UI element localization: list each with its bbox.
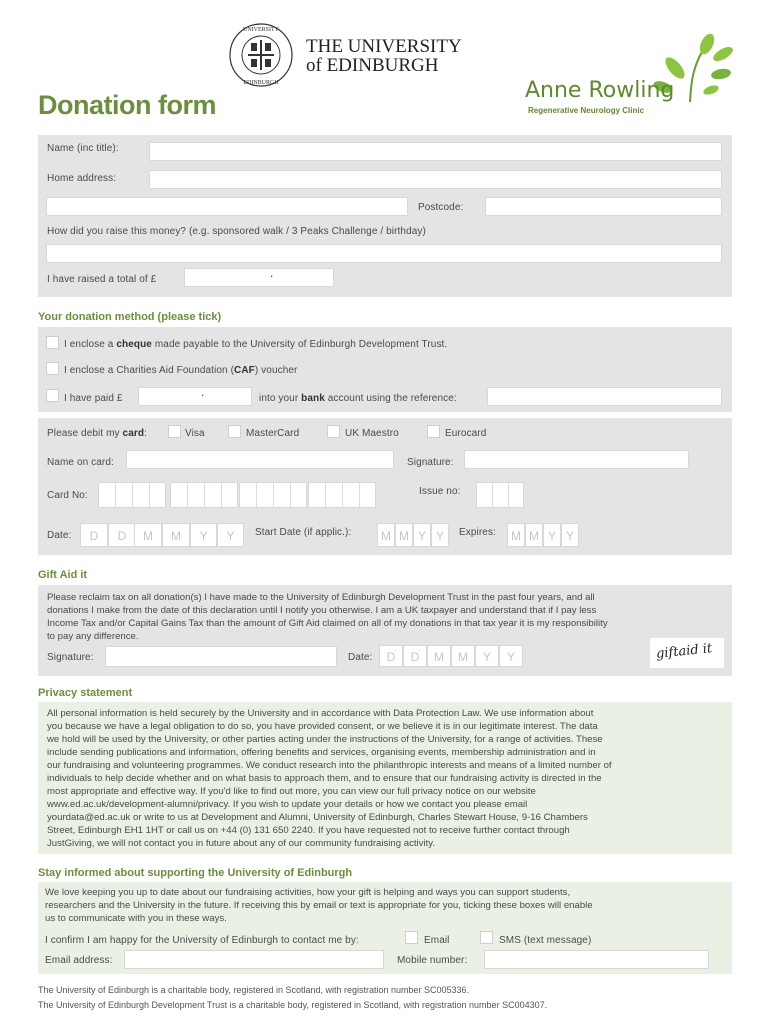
start-date-digit: M <box>377 523 395 547</box>
stay-informed-heading: Stay informed about supporting the University of Edinburgh <box>38 867 353 879</box>
gift-aid-heading: Gift Aid it <box>38 569 88 581</box>
start-date-digit: Y <box>413 523 431 547</box>
issue-number-field[interactable] <box>476 482 524 508</box>
start-date-digit: Y <box>431 523 449 547</box>
gift-aid-line: to pay any difference. <box>47 631 139 642</box>
card-date-field[interactable] <box>80 523 244 547</box>
footer-charity-line-1: The University of Edinburgh is a charitable body, registered in Scotland, with registration number SC005336. <box>38 985 470 995</box>
card-date-digit: Y <box>217 523 244 547</box>
gift-aid-line: donations I make from the date of this declaration until I notify you otherwise. I am a UK taxpayer and understand that if I pay less <box>47 605 597 616</box>
address-label: Home address: <box>47 173 117 184</box>
raised-total-field[interactable] <box>184 268 334 287</box>
eurocard-checkbox[interactable] <box>427 425 440 438</box>
expires-label: Expires: <box>459 527 496 538</box>
gift-aid-date-digit: M <box>427 645 451 667</box>
bank-checkbox[interactable] <box>46 389 59 402</box>
address-field-2[interactable] <box>46 197 408 216</box>
clinic-subtitle: Regenerative Neurology Clinic <box>528 106 645 115</box>
how-raised-label: How did you raise this money? (e.g. sponsored walk / 3 Peaks Challenge / birthday) <box>47 226 426 237</box>
gift-aid-date-digit: D <box>379 645 403 667</box>
email-address-field[interactable] <box>124 950 384 969</box>
expires-digit: Y <box>543 523 561 547</box>
visa-label: Visa <box>185 428 205 439</box>
email-consent-checkbox[interactable] <box>405 931 418 944</box>
contact-consent-label: I confirm I am happy for the University of Edinburgh to contact me by: <box>45 935 359 946</box>
email-consent-label: Email <box>424 935 450 946</box>
svg-text:UNIVERSITY: UNIVERSITY <box>243 27 279 33</box>
university-seal-icon <box>228 22 294 88</box>
raised-decimal-point: . <box>270 266 274 280</box>
start-date-digit: M <box>395 523 413 547</box>
expires-field[interactable] <box>507 523 579 547</box>
page-title: Donation form <box>38 90 216 120</box>
privacy-line: yourdata@ed.ac.uk or write to us at Development and Alumni, University of Edinburgh, Charles Stewart House, 9-16 Chambers <box>47 812 588 823</box>
card-date-digit: M <box>162 523 190 547</box>
stay-informed-line: researchers and the University in the future. If receiving this by email or text is appropriate for you, ticking these boxes will enable <box>45 900 593 911</box>
mastercard-checkbox[interactable] <box>228 425 241 438</box>
maestro-checkbox[interactable] <box>327 425 340 438</box>
card-number-label: Card No: <box>47 490 88 501</box>
name-field[interactable] <box>149 142 722 161</box>
privacy-line: Street, Edinburgh EH1 1HT or call us on +44 (0) 131 650 2240. If you have requested not to receive further contact through <box>47 825 570 836</box>
card-name-label: Name on card: <box>47 457 114 468</box>
card-name-field[interactable] <box>126 450 394 469</box>
expires-digit: M <box>525 523 543 547</box>
privacy-line: include sending publications and information, offering benefits and services, organising events, membership administration and in <box>47 747 596 758</box>
paid-amount-field[interactable] <box>138 387 252 406</box>
postcode-field[interactable] <box>485 197 722 216</box>
clinic-logo <box>525 32 735 117</box>
footer-charity-line-2: The University of Edinburgh Development Trust is a charitable body, registered in Scotland, with registration number SC004307. <box>38 1000 548 1010</box>
card-date-digit: M <box>134 523 162 547</box>
caf-label: I enclose a Charities Aid Foundation (CAF) voucher <box>64 365 298 376</box>
card-signature-label: Signature: <box>407 457 454 468</box>
clinic-name: Anne Rowling <box>525 78 675 103</box>
maestro-label: UK Maestro <box>345 428 399 439</box>
raised-total-label: I have raised a total of £ <box>47 274 157 285</box>
card-number-group-2[interactable] <box>170 482 238 508</box>
privacy-heading: Privacy statement <box>38 687 133 699</box>
gift-aid-date-digit: D <box>403 645 427 667</box>
gift-aid-signature-label: Signature: <box>47 652 94 663</box>
email-address-label: Email address: <box>45 955 113 966</box>
paid-decimal-point: . <box>201 385 205 399</box>
sms-consent-label: SMS (text message) <box>499 935 592 946</box>
university-name-line2: of EDINBURGH <box>306 55 439 76</box>
card-date-label: Date: <box>47 530 72 541</box>
method-heading: Your donation method (please tick) <box>38 311 222 323</box>
gift-aid-logo <box>650 638 724 668</box>
bank-reference-field[interactable] <box>487 387 722 406</box>
eurocard-label: Eurocard <box>445 428 487 439</box>
gift-aid-line: Please reclaim tax on all donation(s) I have made to the University of Edinburgh Development Trust in the past four years, and all <box>47 592 595 603</box>
stay-informed-line: We love keeping you up to date about our fundraising activities, how your gift is helping and ways you can support students, <box>45 887 571 898</box>
start-date-label: Start Date (if applic.): <box>255 527 352 538</box>
caf-checkbox[interactable] <box>46 362 59 375</box>
privacy-line: All personal information is held securely by the University and in accordance with Data Protection Law. We use information about <box>47 708 594 719</box>
privacy-line: our fundraising and volunteering programmes. We conduct research into the philanthropic interests and means of a limited number of <box>47 760 612 771</box>
card-number-group-3[interactable] <box>239 482 307 508</box>
privacy-line: JustGiving, we will not contact you in future about any of our community fundraising activity. <box>47 838 436 849</box>
gift-aid-date-digit: Y <box>475 645 499 667</box>
address-field-1[interactable] <box>149 170 722 189</box>
gift-aid-logo-text: giftaid it <box>655 641 713 662</box>
mastercard-label: MasterCard <box>246 428 300 439</box>
mobile-number-label: Mobile number: <box>397 955 468 966</box>
svg-text:EDINBURGH: EDINBURGH <box>243 80 279 86</box>
privacy-line: www.ed.ac.uk/development-alumni/privacy. If you wish to update your details or how we contact you please email <box>47 799 528 810</box>
privacy-line: most appropriate and effective way. If you'd like to find out more, you can view our full privacy notice on our website <box>47 786 536 797</box>
start-date-field[interactable] <box>377 523 449 547</box>
privacy-line: we hold will be used by the University, or other parties acting under the instructions of the University, for a range of activities. These <box>47 734 603 745</box>
expires-digit: Y <box>561 523 579 547</box>
postcode-label: Postcode: <box>418 202 464 213</box>
card-number-group-1[interactable] <box>98 482 166 508</box>
cheque-label: I enclose a cheque made payable to the University of Edinburgh Development Trust. <box>64 339 448 350</box>
privacy-line: individuals to help decide whether and on what basis to approach them, and to ensure that our fundraising activity is directed in the <box>47 773 602 784</box>
privacy-line: you because we have a legal obligation to do so, you have provided consent, or we believe it is in our legitimate interest. The data <box>47 721 598 732</box>
university-name-line1: THE UNIVERSITY <box>306 36 462 57</box>
sms-consent-checkbox[interactable] <box>480 931 493 944</box>
card-date-digit: D <box>108 523 136 547</box>
gift-aid-signature-field[interactable] <box>105 646 337 667</box>
gift-aid-date-field[interactable] <box>379 645 523 667</box>
debit-card-label: Please debit my card: <box>47 428 147 439</box>
expires-digit: M <box>507 523 525 547</box>
mobile-number-field[interactable] <box>484 950 709 969</box>
visa-checkbox[interactable] <box>168 425 181 438</box>
gift-aid-date-label: Date: <box>348 652 373 663</box>
university-logo <box>228 22 498 88</box>
name-label: Name (inc title): <box>47 143 119 154</box>
paid-label: I have paid £ <box>64 393 123 404</box>
bank-label: into your bank account using the reference: <box>259 393 457 404</box>
card-date-digit: D <box>80 523 108 547</box>
cheque-checkbox[interactable] <box>46 336 59 349</box>
card-number-group-4[interactable] <box>308 482 376 508</box>
card-date-digit: Y <box>190 523 217 547</box>
gift-aid-date-digit: M <box>451 645 475 667</box>
gift-aid-line: Income Tax and/or Capital Gains Tax than the amount of Gift Aid claimed on all of my donations in that tax year it is my responsibility <box>47 618 608 629</box>
stay-informed-line: us to communicate with you in these ways. <box>45 913 227 924</box>
card-signature-field[interactable] <box>464 450 689 469</box>
gift-aid-date-digit: Y <box>499 645 523 667</box>
issue-number-label: Issue no: <box>419 486 461 497</box>
how-raised-field[interactable] <box>46 244 722 263</box>
